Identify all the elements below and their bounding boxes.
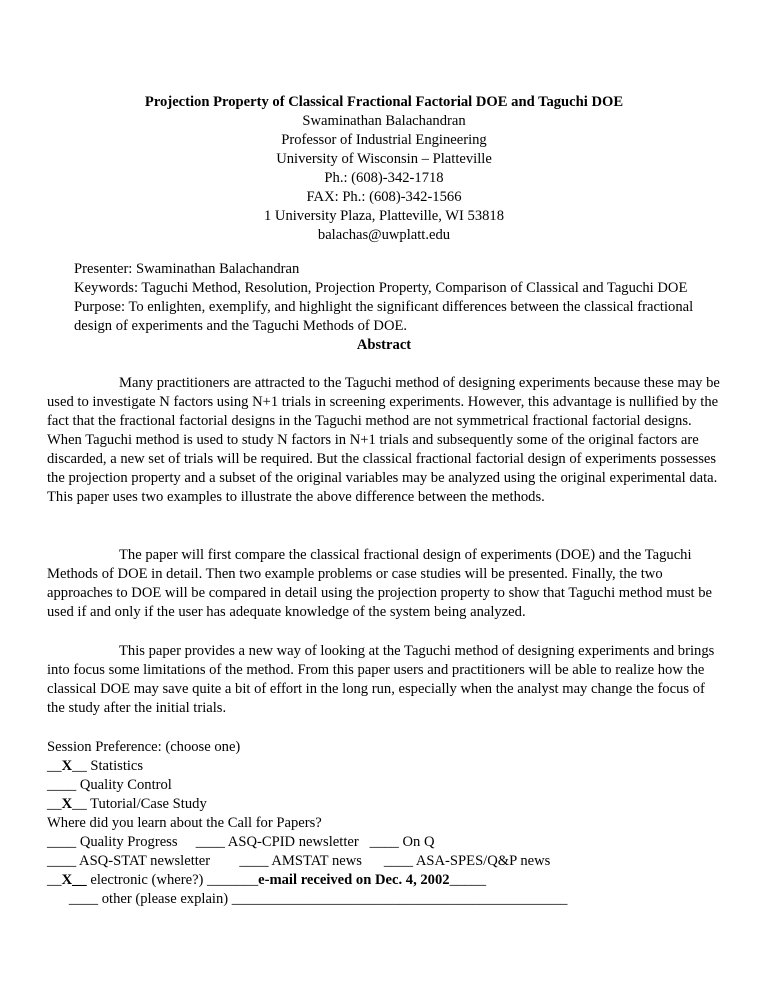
submission-info: [74, 260, 724, 336]
abstract-paragraph-3: [47, 642, 723, 718]
electronic-source-answer: e-mail received on Dec. 4, 2002: [258, 872, 450, 888]
abstract-paragraph-1: [47, 374, 723, 507]
author-name: Swaminathan Balachandran: [302, 113, 466, 129]
paragraph-text: This paper provides a new way of looking at the Taguchi method of designing experiments and brings into focus some limitations of the method. From this paper users and practitioners will be able to realize how the classical DOE may save quite a bit of effort in the long run, especially when the analyst may change the focus of the study after the initial trials.: [47, 643, 715, 716]
purpose: Purpose: To enlighten, exemplify, and highlight the significant differences between the classical fractional design of experiments and the Taguchi Methods of DOE.: [74, 299, 694, 334]
option-blank: _____: [449, 872, 487, 888]
author-position: Professor of Industrial Engineering: [281, 132, 487, 148]
call-for-papers-source: [47, 814, 747, 909]
option-label: Statistics: [86, 758, 144, 774]
option-blank: __: [47, 796, 62, 812]
option-label: Quality Control: [76, 777, 172, 793]
address: 1 University Plaza, Platteville, WI 53818: [263, 208, 505, 224]
option-mark: X: [61, 758, 73, 774]
university: University of Wisconsin – Platteville: [276, 151, 492, 167]
session-option-tutorial[interactable]: [47, 795, 723, 814]
session-prompt: Session Preference: (choose one): [47, 739, 241, 755]
session-preference: [47, 738, 723, 814]
option-label: Tutorial/Case Study: [86, 796, 207, 812]
email: balachas@uwplatt.edu: [317, 227, 451, 243]
option-mark: X: [61, 796, 73, 812]
option-mark: X__: [61, 872, 87, 888]
keywords: Keywords: Taguchi Method, Resolution, Projection Property, Comparison of Classical and Taguchi DOE: [74, 280, 688, 296]
call-options-row-1[interactable]: ____ Quality Progress ____ ASQ-CPID newsletter ____ On Q: [47, 834, 435, 850]
session-option-quality-control[interactable]: [47, 776, 723, 795]
phone: Ph.: (608)-342-1718: [324, 170, 444, 186]
option-blank: ____: [47, 777, 77, 793]
fax: FAX: Ph.: (608)-342-1566: [306, 189, 462, 205]
option-label: electronic (where?) _______: [86, 872, 259, 888]
option-blank: __: [72, 796, 87, 812]
option-blank: __: [47, 758, 62, 774]
option-blank: __: [72, 758, 87, 774]
call-options-row-3[interactable]: [47, 871, 747, 890]
paragraph-text: The paper will first compare the classical fractional design of experiments (DOE) and the Taguchi Methods of DOE in detail. Then two example problems or case studies will be presented. Finally, the two approaches to DOE will be compared in detail using the projection property to show that Taguchi method must be used if and only if the user has adequate knowledge of the system being analyzed.: [47, 547, 712, 620]
option-blank: __: [47, 872, 62, 888]
paragraph-text: Many practitioners are attracted to the Taguchi method of designing experiments because these may be used to investigate N factors using N+1 trials in screening experiments. However, this advantage is nullified by the fact that the fractional factorial designs in the Taguchi method are not symmetrical fractional factorial designs. When Taguchi method is used to study N factors in N+1 trials and subsequently some of the original factors are discarded, a new set of trials will be required. But the classical fractional factorial design of experiments possesses the projection property and a subset of the original variables may be analyzed using the original experimental data. This paper uses two examples to illustrate the above difference between the methods.: [47, 375, 720, 505]
title-block: [0, 93, 768, 245]
presenter: Presenter: Swaminathan Balachandran: [74, 261, 300, 277]
abstract-heading: Abstract: [356, 337, 412, 353]
call-prompt: Where did you learn about the Call for Papers?: [47, 815, 322, 831]
abstract-paragraph-2: [47, 546, 723, 622]
paper-title: Projection Property of Classical Fractional Factorial DOE and Taguchi DOE: [144, 94, 624, 110]
call-options-row-2[interactable]: ____ ASQ-STAT newsletter ____ AMSTAT news ____ ASA-SPES/Q&P news: [47, 853, 551, 869]
session-option-statistics[interactable]: [47, 757, 723, 776]
call-options-row-4[interactable]: ____ other (please explain) ______________________________________________: [47, 891, 568, 907]
